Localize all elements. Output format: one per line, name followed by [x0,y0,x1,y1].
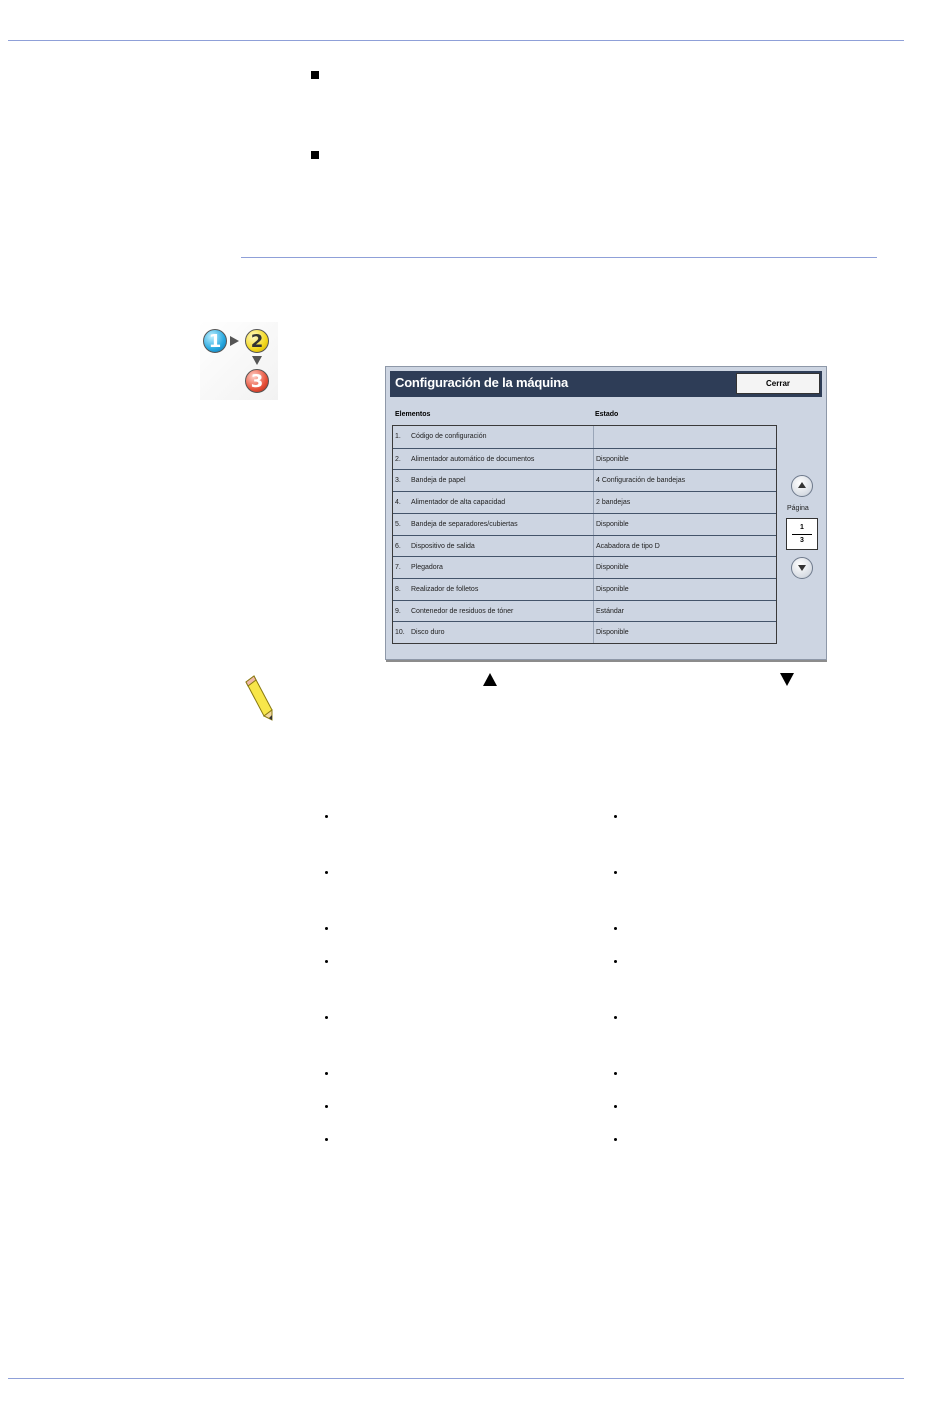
step-3-icon: 3 [245,369,269,393]
page-indicator [786,518,818,550]
dot-bullet-icon [614,815,617,818]
table-row [393,426,776,448]
config-table [392,425,777,644]
bottom-rule [8,1378,904,1379]
square-bullet-icon [311,71,319,79]
dot-bullet-icon [325,1138,328,1141]
dot-bullet-icon [614,927,617,930]
square-bullet-icon [311,151,319,159]
row-status: Estándar [596,607,625,615]
row-status: Disponible [596,629,629,637]
dot-bullet-icon [325,815,328,818]
dot-bullet-icon [325,1016,328,1019]
page-label: Página [787,505,809,512]
dot-bullet-icon [614,1016,617,1019]
dot-bullet-icon [614,871,617,874]
row-item: Alimentador de alta capacidad [411,499,506,507]
dialog-title: Configuración de la máquina [395,375,569,390]
dot-bullet-icon [325,1072,328,1075]
page-down-button[interactable] [791,557,813,579]
step-2-icon: 2 [245,329,269,353]
column-header-items: Elementos [395,411,431,418]
table-row [393,491,776,513]
row-number: 6. [395,542,401,550]
top-rule [8,40,904,41]
arrow-right-icon [230,336,239,346]
row-status: Acabadora de tipo D [596,542,660,550]
row-status: Disponible [596,455,629,463]
page-current: 1 [800,524,804,531]
table-row [393,469,776,491]
row-number: 9. [395,607,401,615]
dialog-titlebar [390,371,822,397]
dot-bullet-icon [614,1105,617,1108]
step-1-icon: 1 [203,329,227,353]
steps-icon [200,322,278,400]
row-item: Bandeja de separadores/cubiertas [411,520,518,528]
row-status: Disponible [596,520,629,528]
table-row [393,556,776,578]
row-number: 3. [395,477,401,485]
row-status: Disponible [596,564,629,572]
table-row [393,621,776,643]
row-status: Disponible [596,585,629,593]
row-item: Plegadora [411,564,443,572]
close-button[interactable]: Cerrar [736,373,820,394]
page-down-icon [798,565,806,571]
row-item: Bandeja de papel [411,477,466,485]
table-row [393,535,776,557]
section-rule [241,257,877,258]
machine-configuration-dialog [385,366,827,660]
row-item: Contenedor de residuos de tóner [411,607,514,615]
row-item: Realizador de folletos [411,585,479,593]
row-number: 2. [395,455,401,463]
dot-bullet-icon [614,1138,617,1141]
row-number: 5. [395,520,401,528]
row-number: 7. [395,564,401,572]
row-item: Código de configuración [411,433,487,440]
page-up-icon [798,482,806,488]
row-status: 2 bandejas [596,499,631,507]
table-row [393,578,776,600]
down-triangle-icon [780,673,794,686]
column-header-status: Estado [595,411,619,418]
dot-bullet-icon [325,927,328,930]
table-row [393,600,776,622]
up-triangle-icon [483,673,497,686]
dot-bullet-icon [325,960,328,963]
pencil-note-icon [242,674,282,722]
row-item: Dispositivo de salida [411,542,475,550]
row-status: 4 Configuración de bandejas [596,477,686,485]
table-row [393,448,776,470]
row-number: 10. [395,629,405,637]
dot-bullet-icon [614,960,617,963]
page-divider [792,534,812,535]
table-row [393,513,776,535]
dot-bullet-icon [614,1072,617,1075]
row-item: Disco duro [411,629,445,637]
row-item: Alimentador automático de documentos [411,455,535,463]
page-total: 3 [800,537,804,544]
row-number: 4. [395,499,401,507]
row-number: 1. [395,433,401,440]
page-up-button[interactable] [791,475,813,497]
dot-bullet-icon [325,1105,328,1108]
dot-bullet-icon [325,871,328,874]
row-number: 8. [395,585,401,593]
arrow-down-icon [252,356,262,365]
